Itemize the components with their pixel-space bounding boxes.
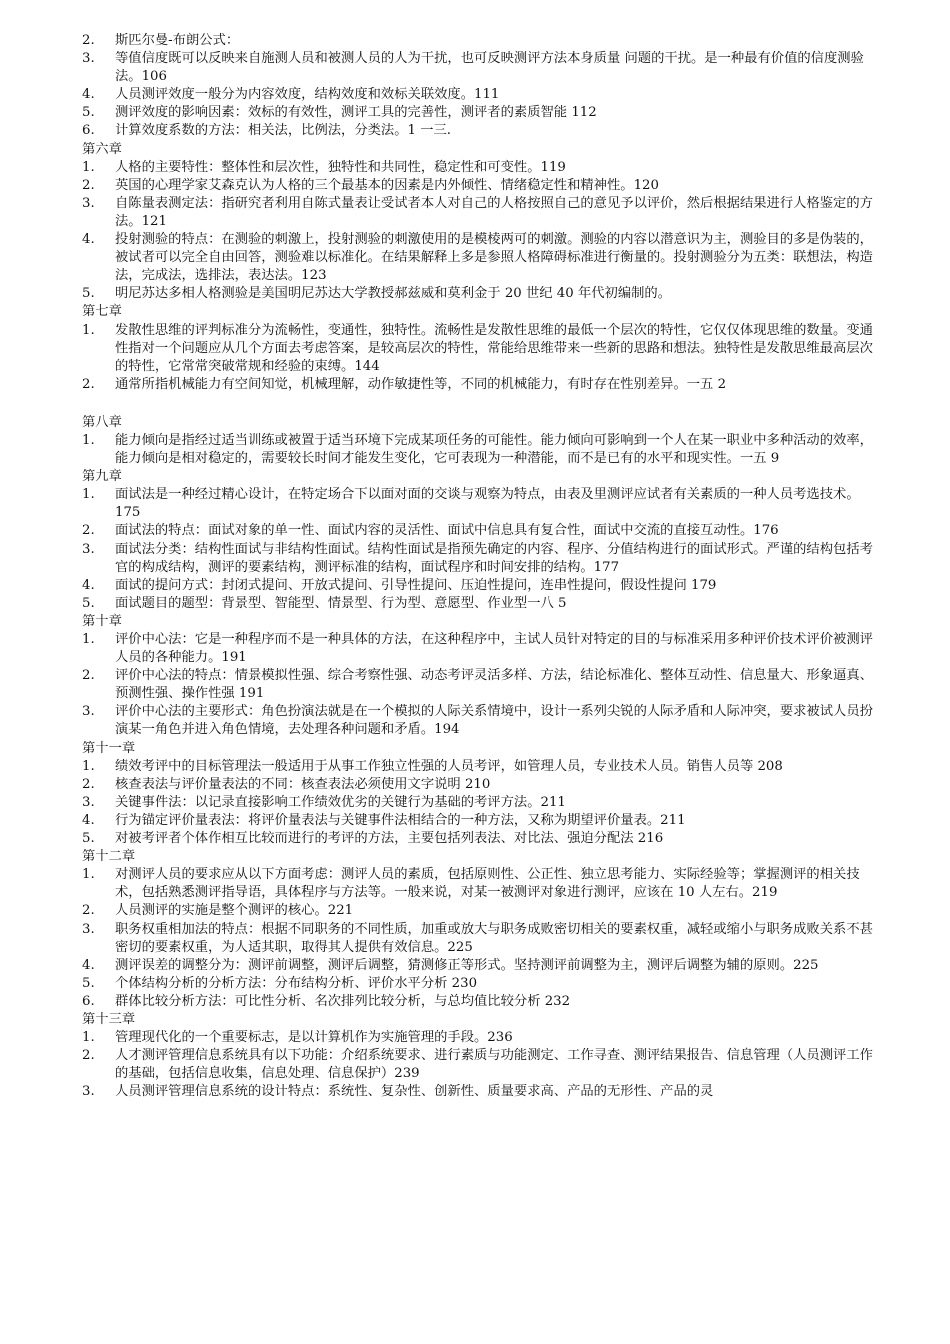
item-number: 2. [82, 523, 95, 539]
item-number: 6. [82, 123, 95, 139]
item-text: 职务权重相加法的特点：根据不同职务的不同性质，加重或放大与职务成败密切相关的要素权重，减轻或缩小与职务成败关系不甚密切的要素权重，为人适其职，取得其人提供有效信息。225 [115, 921, 873, 955]
chapter-heading: 第十三章 [82, 1011, 136, 1027]
chapter-heading: 第十章 [82, 613, 122, 629]
item-number: 3. [82, 541, 95, 557]
list-item [82, 758, 880, 776]
chapter-heading: 第六章 [82, 141, 122, 157]
list-item [82, 1083, 880, 1101]
chapter-heading: 第九章 [82, 469, 122, 485]
item-number: 5. [82, 105, 95, 121]
document-body [82, 32, 880, 1101]
chapter-heading: 第十一章 [82, 740, 136, 756]
item-text: 投射测验的特点：在测验的刺激上，投射测验的刺激使用的是模棱两可的刺激。测验的内容以潜意识为主，测验目的多是伪装的，被试者可以完全自由回答，测验难以标准化。在结果解释上多是参照人格障碍标准进行衡量的。投射测验分为五类：联想法，构造法，完成法，选排法，表达法。123 [115, 232, 873, 284]
list-item [82, 195, 880, 231]
list-item [82, 86, 880, 104]
chapter-heading: 第十二章 [82, 849, 136, 865]
list-item [82, 794, 880, 812]
item-number: 1. [82, 432, 95, 448]
item-number: 5. [82, 286, 95, 302]
item-number: 5. [82, 595, 95, 611]
list-item [82, 1029, 880, 1047]
chapter-heading: 第七章 [82, 304, 122, 320]
item-number: 3. [82, 195, 95, 211]
item-number: 3. [82, 51, 95, 67]
list-item [82, 104, 880, 122]
item-number: 4. [82, 812, 95, 828]
item-text: 面试法的特点：面试对象的单一性、面试内容的灵活性、面试中信息具有复合性，面试中交流的直接互动性。176 [115, 523, 779, 539]
item-text: 群体比较分析方法：可比性分析、名次排列比较分析，与总均值比较分析 232 [115, 993, 571, 1009]
item-text: 通常所指机械能力有空间知觉，机械理解，动作敏捷性等，不同的机械能力，有时存在性别差异。一五 2 [115, 376, 727, 392]
list-item [82, 177, 880, 195]
list-item [82, 975, 880, 993]
item-text: 管理现代化的一个重要标志，是以计算机作为实施管理的手段。236 [115, 1030, 513, 1046]
list-item [82, 122, 880, 140]
item-text: 英国的心理学家艾森克认为人格的三个最基本的因素是内外倾性、情绪稳定性和精神性。120 [115, 177, 659, 193]
list-item [82, 866, 880, 902]
list-item [82, 902, 880, 920]
list-item [82, 703, 880, 739]
item-text: 测评效度的影响因素：效标的有效性，测评工具的完善性，测评者的素质智能 112 [115, 105, 597, 121]
item-number: 2. [82, 776, 95, 792]
item-number: 2. [82, 376, 95, 392]
list-item [82, 376, 880, 394]
list-item [82, 231, 880, 285]
item-text: 评价中心法：它是一种程序而不是一种具体的方法，在这种程序中，主试人员针对特定的目的与标准采用多种评价技术评价被测评人员的各种能力。191 [115, 632, 873, 666]
chapter-heading: 第八章 [82, 414, 122, 430]
list-item [82, 486, 880, 522]
item-number: 6. [82, 993, 95, 1009]
item-number: 1. [82, 758, 95, 774]
item-text: 面试的提问方式：封闭式提问、开放式提问、引导性提问、压迫性提问，连串性提问，假设性提问 179 [115, 577, 717, 593]
list-item [82, 595, 880, 613]
list-item [82, 541, 880, 577]
item-text: 人格的主要特性：整体性和层次性，独特性和共同性，稳定性和可变性。119 [115, 159, 566, 175]
list-item [82, 957, 880, 975]
list-item [82, 921, 880, 957]
list-item [82, 32, 880, 50]
item-text: 人员测评管理信息系统的设计特点：系统性、复杂性、创新性、质量要求高、产品的无形性、产品的灵 [115, 1084, 714, 1100]
item-text: 对测评人员的要求应从以下方面考虑：测评人员的素质，包括原则性、公正性、独立思考能力、实际经验等；掌握测评的相关技术，包括熟悉测评指导语，具体程序与方法等。一般来说，对某一被测评对象进行测评，应该在 10 人左右。219 [115, 867, 860, 901]
item-number: 1. [82, 1030, 95, 1046]
item-text: 核查表法与评价量表法的不同：核查表法必须使用文字说明 210 [115, 776, 491, 792]
item-text: 计算效度系数的方法：相关法，比例法，分类法。1 一三. [115, 123, 452, 139]
item-text: 明尼苏达多相人格测验是美国明尼苏达大学教授郝兹威和莫利金于 20 世纪 40 年代初编制的。 [115, 286, 672, 302]
item-number: 3. [82, 921, 95, 937]
list-item [82, 667, 880, 703]
list-item [82, 830, 880, 848]
item-number: 4. [82, 577, 95, 593]
list-item [82, 322, 880, 376]
item-text: 自陈量表测定法：指研究者利用自陈式量表让受试者本人对自己的人格按照自己的意见予以评价，然后根据结果进行人格鉴定的方法。121 [115, 195, 873, 229]
list-item [82, 776, 880, 794]
list-item [82, 522, 880, 540]
item-number: 1. [82, 867, 95, 883]
item-number: 5. [82, 831, 95, 847]
list-item [82, 577, 880, 595]
item-number: 2. [82, 33, 95, 48]
item-text: 斯匹尔曼-布朗公式： [115, 33, 240, 48]
item-text: 人员测评的实施是整个测评的核心。221 [115, 903, 354, 919]
item-text: 行为锚定评价量表法：将评价量表法与关键事件法相结合的一种方法，又称为期望评价量表。211 [115, 812, 686, 828]
item-text: 面试法分类：结构性面试与非结构性面试。结构性面试是指预先确定的内容、程序、分值结构进行的面试形式。严谨的结构包括考官的构成结构，测评的要素结构，测评标准的结构，面试程序和时间安排的结构。177 [115, 541, 873, 575]
item-text: 个体结构分析的分析方法：分布结构分析、评价水平分析 230 [115, 975, 478, 991]
list-item [82, 812, 880, 830]
item-number: 2. [82, 177, 95, 193]
list-item [82, 159, 880, 177]
item-number: 4. [82, 957, 95, 973]
item-text: 测评误差的调整分为：测评前调整，测评后调整，猜测修正等形式。坚持测评前调整为主，测评后调整为辅的原则。225 [115, 957, 819, 973]
item-text: 人员测评效度一般分为内容效度，结构效度和效标关联效度。111 [115, 87, 500, 103]
item-text: 绩效考评中的目标管理法一般适用于从事工作独立性强的人员考评，如管理人员，专业技术人员。销售人员等 208 [115, 758, 783, 774]
item-number: 5. [82, 975, 95, 991]
item-number: 1. [82, 487, 95, 503]
item-number: 4. [82, 87, 95, 103]
item-number: 2. [82, 668, 95, 684]
list-item [82, 50, 880, 86]
item-text: 发散性思维的评判标准分为流畅性，变通性，独特性。流畅性是发散性思维的最低一个层次的特性，它仅仅体现思维的数量。变通性指对一个问题应从几个方面去考虑答案，是较高层次的特性，常能给思维带来一些新的思路和想法。独特性是发散思维最高层次的特性，它常常突破常规和经验的束缚。144 [115, 322, 873, 374]
list-item [82, 285, 880, 303]
item-number: 2. [82, 903, 95, 919]
item-text: 评价中心法的主要形式：角色扮演法就是在一个模拟的人际关系情境中，设计一系列尖锐的人际矛盾和人际冲突，要求被试人员扮演某一角色并进入角色情境，去处理各种问题和矛盾。194 [115, 704, 873, 738]
item-text: 等值信度既可以反映来自施测人员和被测人员的人为干扰，也可反映测评方法本身质量 问题的干扰。是一种最有价值的信度测验法。106 [115, 51, 864, 85]
list-item [82, 631, 880, 667]
item-text: 对被考评者个体作相互比较而进行的考评的方法，主要包括列表法、对比法、强迫分配法 216 [115, 831, 664, 847]
item-text: 评价中心法的特点：情景模拟性强、综合考察性强、动态考评灵活多样、方法，结论标准化、整体互动性、信息量大、形象逼真、预测性强、操作性强 191 [115, 668, 873, 702]
item-text: 面试法是一种经过精心设计，在特定场合下以面对面的交谈与观察为特点，由表及里测评应试者有关素质的一种人员考选技术。175 [115, 487, 860, 521]
item-number: 1. [82, 322, 95, 338]
item-text: 能力倾向是指经过适当训练或被置于适当环境下完成某项任务的可能性。能力倾向可影响到一个人在某一职业中多种活动的效率，能力倾向是相对稳定的，需要较长时间才能发生变化，它可表现为一种潜能，而不是已有的水平和现实性。一五 9 [115, 432, 873, 467]
item-text: 人才测评管理信息系统具有以下功能：介绍系统要求、进行素质与功能测定、工作寻查、测评结果报告、信息管理（人员测评工作的基础，包括信息收集，信息处理、信息保护）239 [115, 1048, 873, 1082]
item-number: 1. [82, 632, 95, 647]
item-number: 3. [82, 704, 95, 720]
item-number: 1. [82, 159, 95, 175]
item-text: 关键事件法：以记录直接影响工作绩效优劣的关键行为基础的考评方法。211 [115, 794, 566, 810]
item-number: 4. [82, 232, 95, 248]
item-number: 3. [82, 1084, 95, 1100]
item-number: 3. [82, 794, 95, 810]
item-number: 2. [82, 1048, 95, 1064]
item-text: 面试题目的题型：背景型、智能型、情景型、行为型、意愿型、作业型一八 5 [115, 595, 567, 611]
list-item [82, 432, 880, 468]
list-item [82, 993, 880, 1011]
list-item [82, 1047, 880, 1083]
